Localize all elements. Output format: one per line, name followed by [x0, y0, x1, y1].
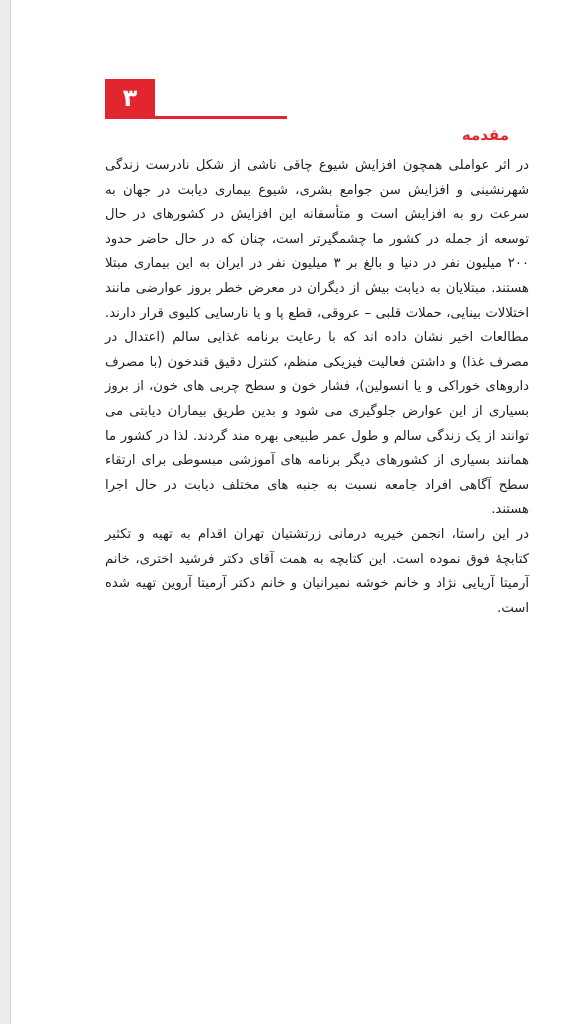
page-number-rule — [105, 116, 287, 119]
paragraph: در اثر عواملی همچون افزایش شیوع چاقی ناشی از شکل نادرست زندگی شهرنشینی و افزایش سن جوامع بشری، شیوع بیماری دیابت در جهان به سرعت رو به افزایش است و متأسفانه این افزایش در کشورهای در حال توسعه از جمله در کشور ما چشمگیرتر است، چنان که در حال حاضر حدود ۲۰۰ میلیون نفر در دنیا و بالغ بر ۳ میلیون نفر در ایران به این بیماری مبتلا هستند. مبتلایان به دیابت بیش از دیگران در معرض خطر بروز عوارضی مانند اختلالات بینایی، حملات قلبی – عروقی، قطع پا و یا نارسایی کلیوی قرار دارند. مطالعات اخیر نشان داده اند که با رعایت برنامه غذایی سالم (اعتدال در مصرف غذا) و داشتن فعالیت فیزیکی منظم، کنترل دقیق قندخون (با مصرف داروهای خوراکی و یا انسولین)، فشار خون و سطح چربی های خون، از بروز بسیاری از این عوارض جلوگیری می شود و بدین طریق بیماران دیابتی می توانند از یک زندگی سالم و طول عمر طبیعی بهره مند گردند. لذا در کشور ما همانند بسیاری از کشورهای دیگر برنامه های آموزشی مبسوطی برای ارتقاء سطح آگاهی افراد جامعه نسبت به جنبه های مختلف دیابت در حال اجرا هستند. — [105, 158, 529, 518]
section-heading: مقدمه — [461, 126, 509, 144]
paragraph: در این راستا، انجمن خیریه درمانی زرتشتیان تهران اقدام به تهیه و تکثیر کتابچهٔ فوق نموده است. این کتابچه به همت آقای دکتر فرشید اختری، خانم آرمیتا آریایی نژاد و خانم خوشه نمیرانیان و خانم دکتر آرمیتا آروین تهیه شده است. — [105, 526, 529, 616]
document-page — [10, 0, 569, 1024]
page-number-box — [105, 79, 155, 117]
body-text — [105, 154, 529, 621]
page-number: ۳ — [122, 84, 138, 112]
